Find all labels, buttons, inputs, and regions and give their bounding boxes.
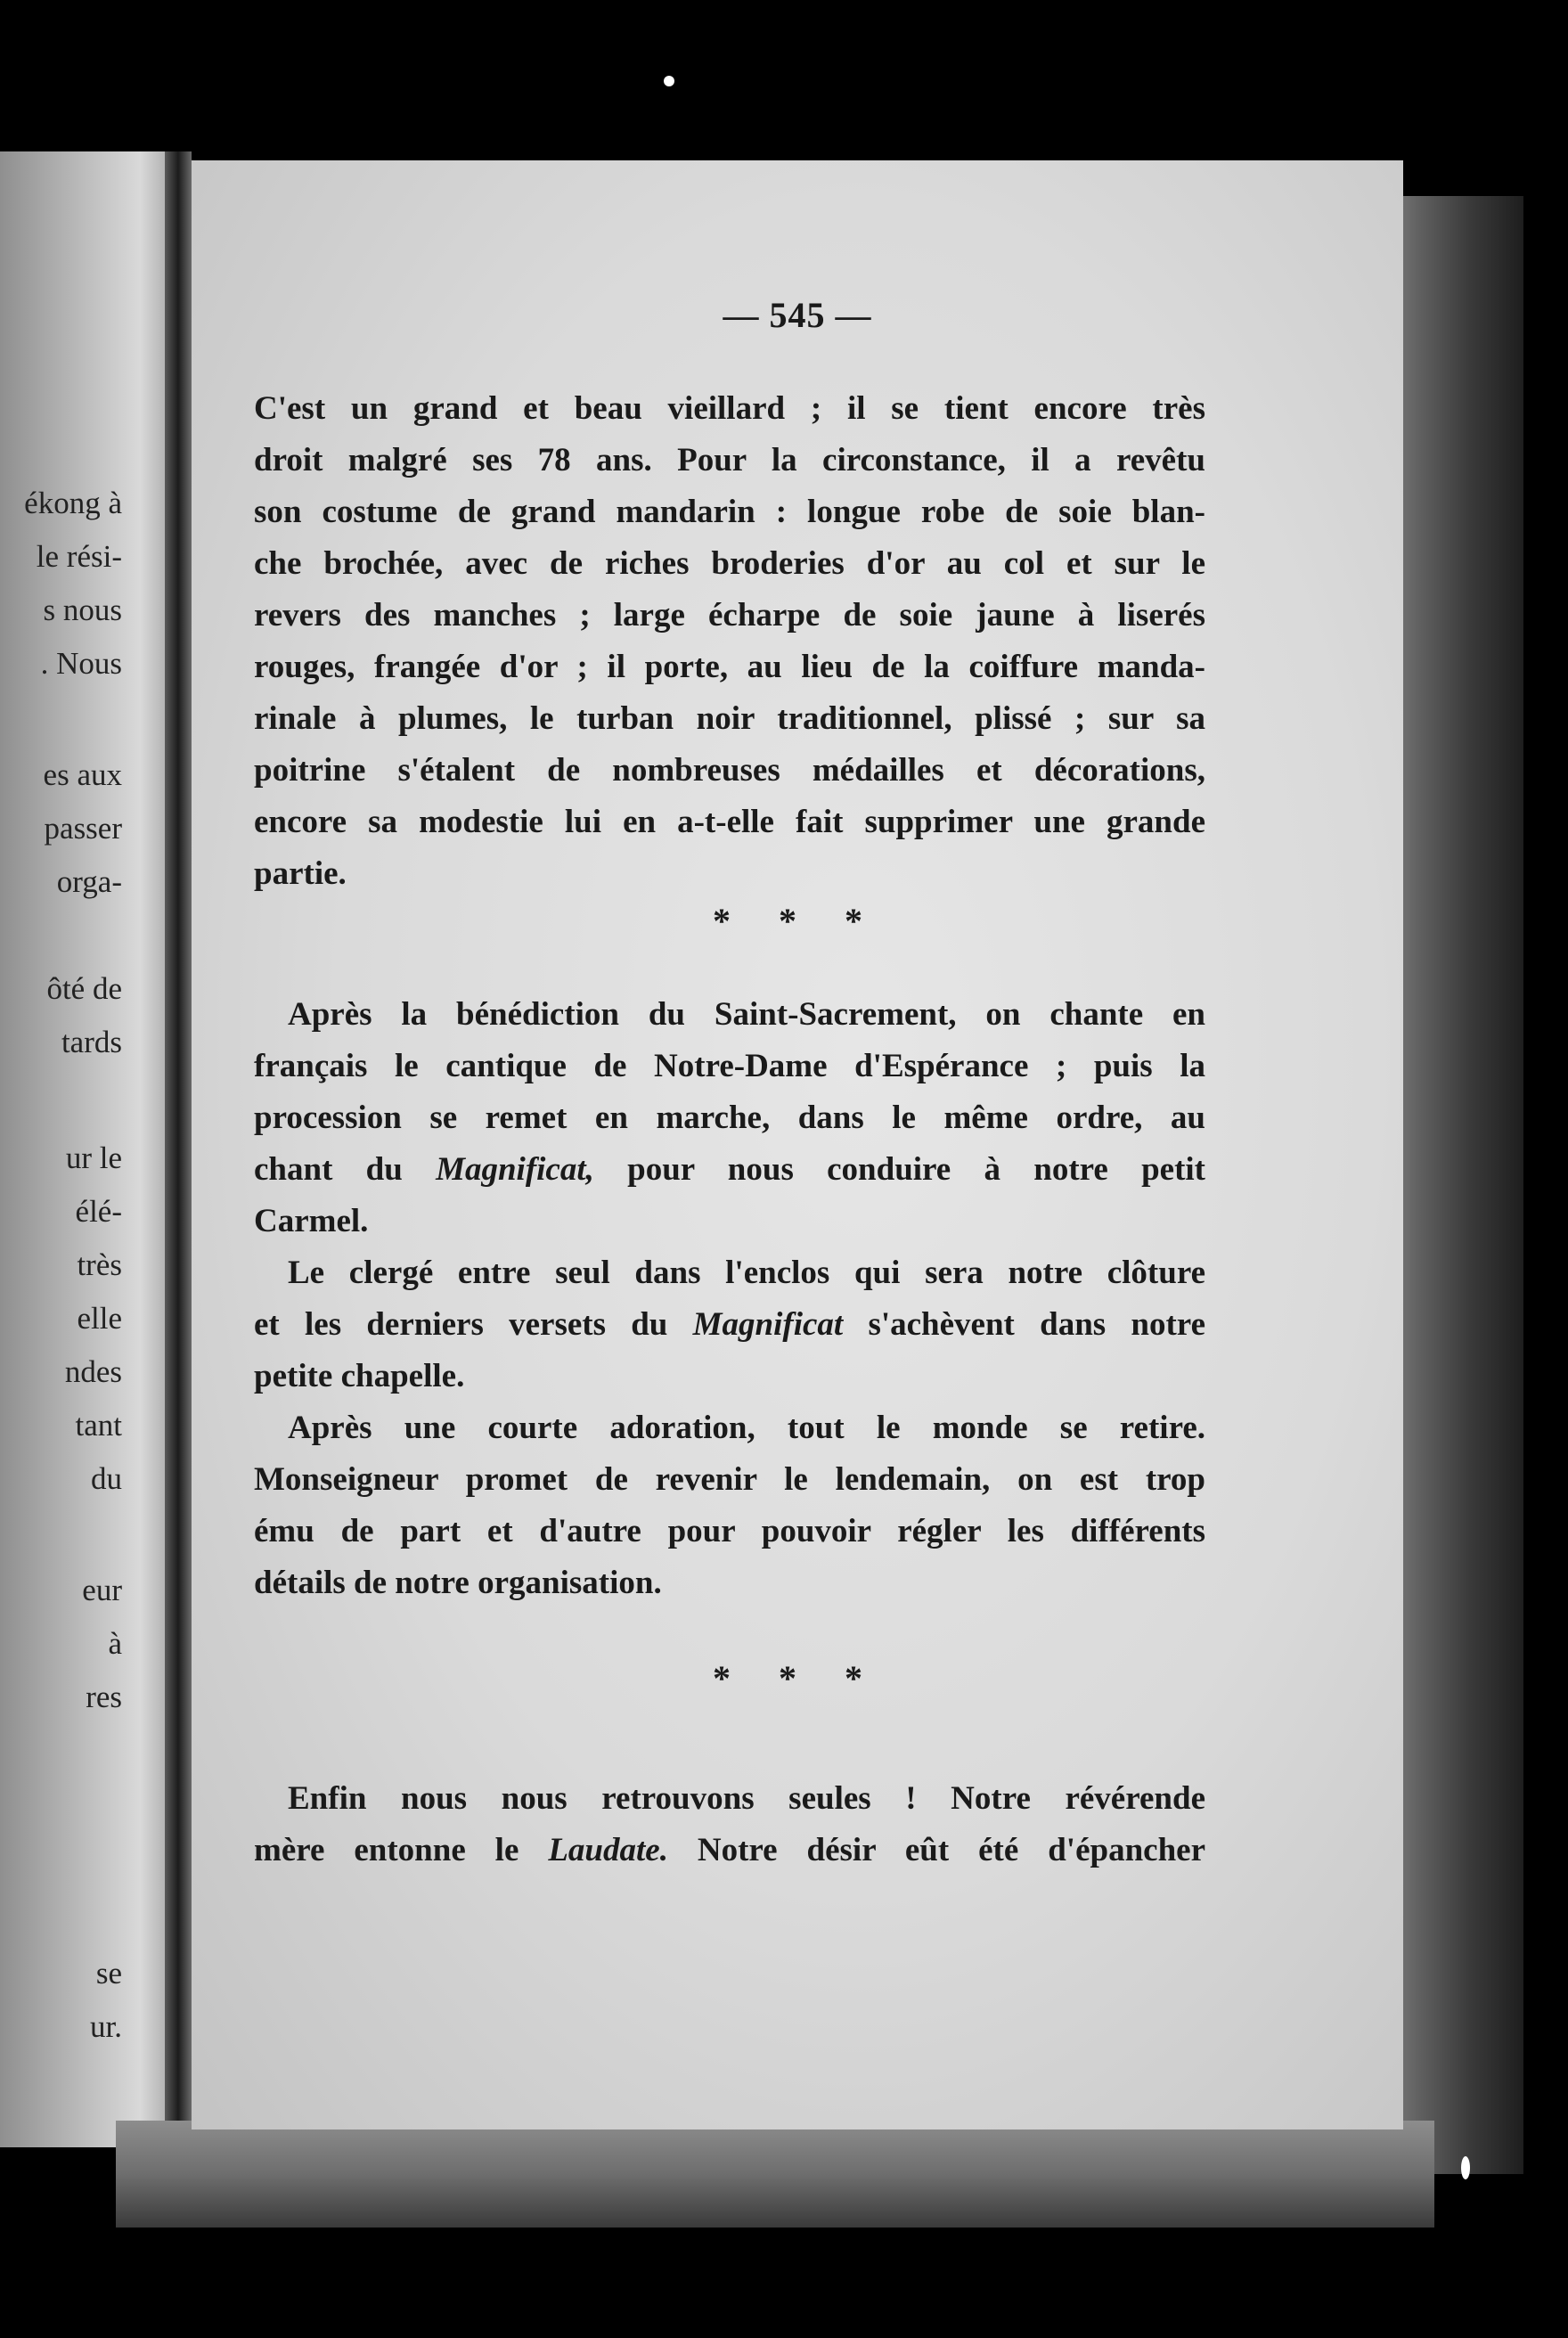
text-line: son costume de grand mandarin : longue robe de soie blan- [254, 494, 1205, 530]
text-run: pour nous conduire à notre petit [593, 1151, 1205, 1188]
text-line: rouges, frangée d'or ; il porte, au lieu de la coiffure manda- [254, 649, 1205, 685]
left-page-fragment: tant [75, 1408, 122, 1443]
text-run: mère entonne le [254, 1832, 549, 1868]
text-line: revers des manches ; large écharpe de soie jaune à liserés [254, 597, 1205, 634]
text-line: procession se remet en marche, dans le même ordre, au [254, 1100, 1205, 1136]
book-page [192, 160, 1403, 2130]
text-line: détails de notre organisation. [254, 1565, 662, 1601]
left-page-fragment: ôté de [46, 971, 122, 1006]
book-cover-bottom [116, 2121, 1434, 2228]
left-page-fragment: se [95, 1956, 122, 1991]
text-run: Notre désir eût été d'épancher [667, 1832, 1205, 1868]
text-run: s'achèvent dans notre [843, 1306, 1205, 1343]
text-line [254, 1829, 1205, 1872]
text-line: Après la bénédiction du Saint-Sacrement, on chante en [288, 996, 1205, 1033]
text-line: Le clergé entre seul dans l'enclos qui sera notre clôture [288, 1255, 1205, 1291]
text-line: rinale à plumes, le turban noir traditionnel, plissé ; sur sa [254, 700, 1205, 737]
text-line [254, 1304, 1205, 1346]
text-line: C'est un grand et beau vieillard ; il se tient encore très [254, 390, 1205, 427]
left-page-fragment: . Nous [40, 646, 122, 681]
section-ornament: * * * [713, 1658, 882, 1698]
left-page-fragment: orga- [56, 864, 122, 899]
left-page-fragment: s nous [43, 593, 122, 627]
left-page-fragment: tards [61, 1025, 122, 1059]
left-page-fragment: es aux [43, 757, 122, 792]
dust-speck [664, 76, 674, 86]
text-line: Après une courte adoration, tout le monde se retire. [288, 1410, 1205, 1446]
left-page-fragment: ur. [90, 2009, 122, 2044]
italic-text: Laudate. [548, 1832, 668, 1868]
text-line: français le cantique de Notre-Dame d'Espérance ; puis la [254, 1048, 1205, 1084]
left-page-fragment: élé- [75, 1194, 122, 1229]
left-page-edge [0, 151, 165, 2147]
section-ornament: * * * [713, 901, 882, 941]
text-run: chant du [254, 1151, 437, 1188]
left-page-fragment: ur le [65, 1140, 122, 1175]
text-line [254, 1149, 1205, 1191]
italic-text: Magnificat [692, 1306, 844, 1343]
dust-speck [1461, 2156, 1470, 2179]
text-line: Enfin nous nous retrouvons seules ! Notre révérende [288, 1780, 1205, 1817]
text-line: poitrine s'étalent de nombreuses médailles et décorations, [254, 752, 1205, 789]
left-page-fragment: à [108, 1626, 122, 1661]
text-run: et les derniers versets du [254, 1306, 693, 1343]
left-page-fragment: du [91, 1461, 122, 1496]
text-line: petite chapelle. [254, 1358, 465, 1394]
left-page-fragment: ékong à [24, 486, 122, 520]
text-line: partie. [254, 855, 347, 892]
left-page-fragment: res [86, 1680, 122, 1714]
text-line: Monseigneur promet de revenir le lendemain, on est trop [254, 1461, 1205, 1498]
text-line: droit malgré ses 78 ans. Pour la circonstance, il a revêtu [254, 442, 1205, 478]
left-page-fragment: le rési- [36, 539, 122, 574]
left-page-fragment: très [77, 1247, 122, 1282]
page-number: — 545 — [723, 295, 872, 335]
text-line: che brochée, avec de riches broderies d'or au col et sur le [254, 545, 1205, 582]
left-page-fragment: passer [44, 811, 122, 846]
book-gutter [165, 151, 192, 2147]
left-page-fragment: eur [82, 1573, 122, 1607]
text-line: ému de part et d'autre pour pouvoir régler les différents [254, 1513, 1205, 1549]
left-page-fragment: ndes [64, 1354, 122, 1389]
text-line: encore sa modestie lui en a-t-elle fait supprimer une grande [254, 804, 1205, 840]
italic-text: Magnificat, [436, 1151, 594, 1188]
text-line: Carmel. [254, 1203, 369, 1239]
book-cover-edge [1390, 196, 1523, 2174]
left-page-fragment: elle [77, 1301, 122, 1336]
